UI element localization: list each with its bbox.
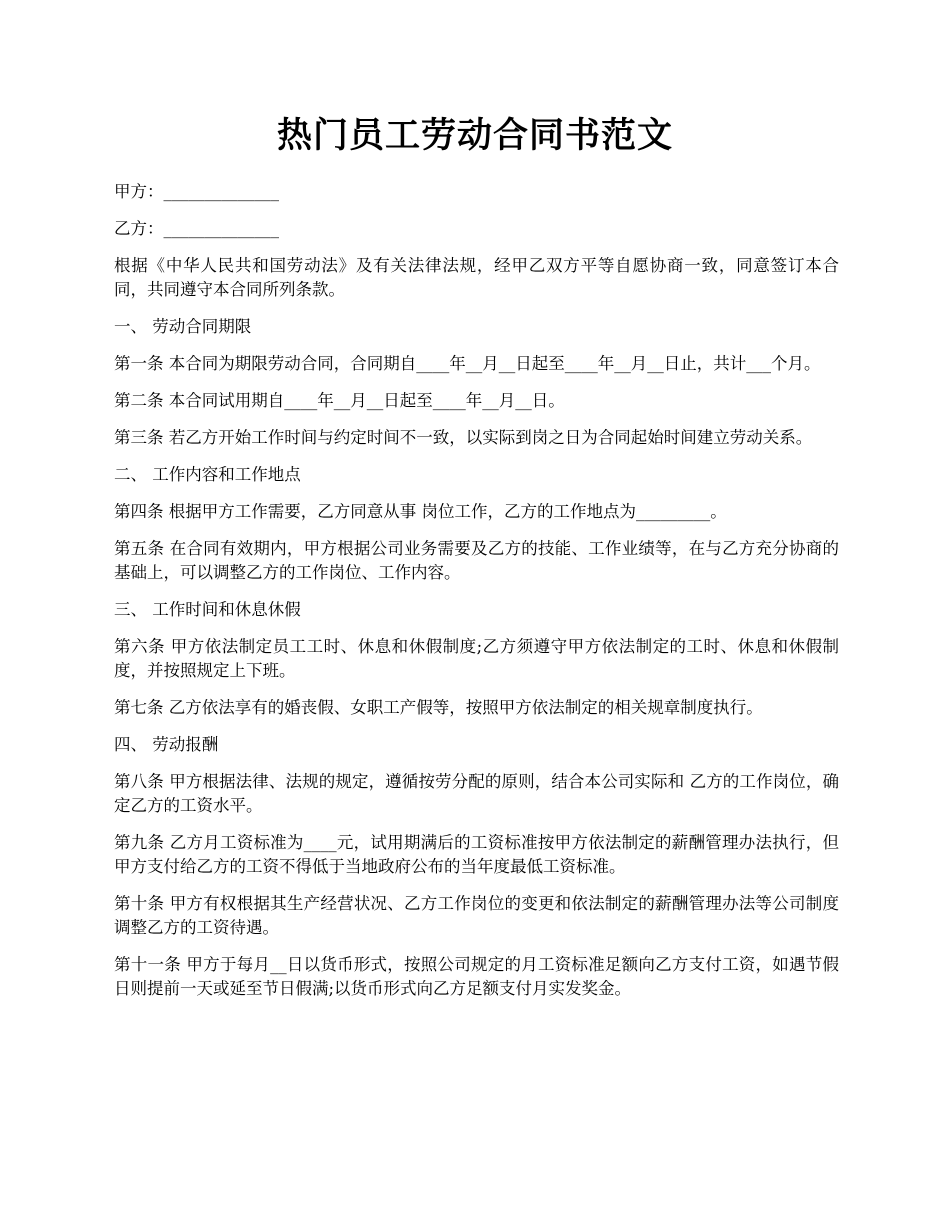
article-10: 第十条 甲方有权根据其生产经营状况、乙方工作岗位的变更和依法制定的薪酬管理办法等公司制度调整乙方的工资待遇。 bbox=[114, 894, 839, 937]
article-8: 第八条 甲方根据法律、法规的规定，遵循按劳分配的原则，结合本公司实际和 乙方的工作岗位，确定乙方的工资水平。 bbox=[114, 772, 839, 815]
article-6: 第六条 甲方依法制定员工工时、休息和休假制度;乙方须遵守甲方依法制定的工时、休息和休假制度，并按照规定上下班。 bbox=[114, 637, 839, 680]
preamble-paragraph: 根据《中华人民共和国劳动法》及有关法律法规，经甲乙双方平等自愿协商一致，同意签订本合同，共同遵守本合同所列条款。 bbox=[114, 256, 839, 299]
article-3: 第三条 若乙方开始工作时间与约定时间不一致，以实际到岗之日为合同起始时间建立劳动关系。 bbox=[114, 428, 813, 447]
article-7: 第七条 乙方依法享有的婚丧假、女职工产假等，按照甲方依法制定的相关规章制度执行。 bbox=[114, 698, 763, 717]
party-b-line: 乙方：______________ bbox=[114, 219, 279, 238]
party-a-line: 甲方：______________ bbox=[114, 182, 279, 201]
article-11: 第十一条 甲方于每月__日以货币形式，按照公司规定的月工资标准足额向乙方支付工资，如遇节假日则提前一天或延至节日假满;以货币形式向乙方足额支付月实发奖金。 bbox=[114, 955, 839, 998]
section-heading-4: 四、 劳动报酬 bbox=[114, 735, 219, 754]
article-4: 第四条 根据甲方工作需要，乙方同意从事 岗位工作，乙方的工作地点为_________。 bbox=[114, 502, 727, 521]
section-heading-3: 三、 工作时间和休息休假 bbox=[114, 600, 301, 619]
document-title: 热门员工劳动合同书范文 bbox=[276, 115, 673, 156]
article-9: 第九条 乙方月工资标准为____元，试用期满后的工资标准按甲方依法制定的薪酬管理办法执行，但甲方支付给乙方的工资不得低于当地政府公布的当年度最低工资标准。 bbox=[114, 833, 839, 876]
document-body bbox=[114, 180, 839, 1014]
article-5: 第五条 在合同有效期内，甲方根据公司业务需要及乙方的技能、工作业绩等，在与乙方充分协商的基础上，可以调整乙方的工作岗位、工作内容。 bbox=[114, 539, 839, 582]
section-heading-2: 二、 工作内容和工作地点 bbox=[114, 465, 301, 484]
article-2: 第二条 本合同试用期自____年__月__日起至____年__月__日。 bbox=[114, 391, 565, 410]
article-1: 第一条 本合同为期限劳动合同，合同期自____年__月__日起至____年__月__日止，共计___个月。 bbox=[114, 354, 821, 373]
section-heading-1: 一、 劳动合同期限 bbox=[114, 317, 252, 336]
